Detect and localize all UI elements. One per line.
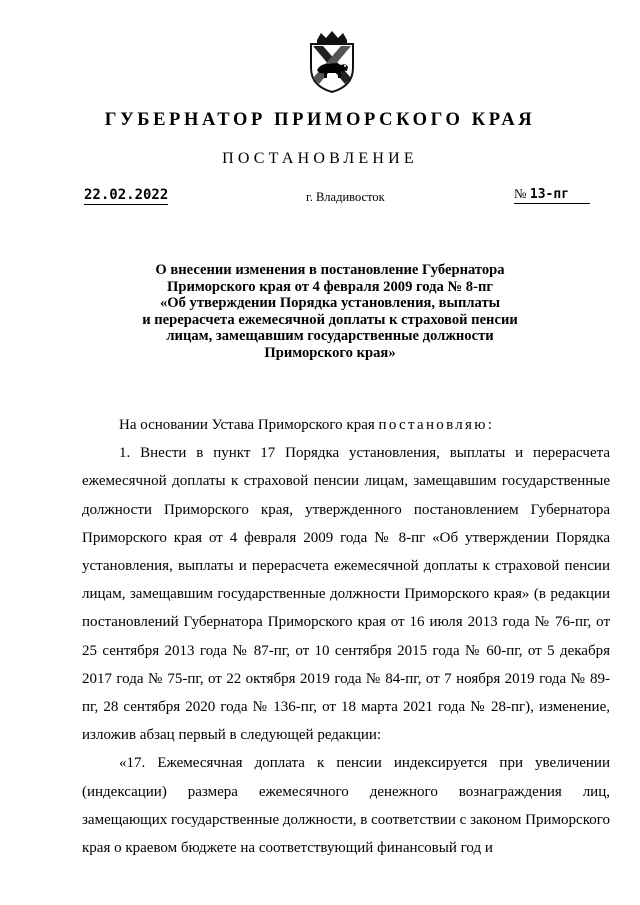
title-line: Приморского края» — [264, 344, 396, 361]
title-line: О внесении изменения в постановление Губернатора — [155, 262, 505, 278]
number-value: 13-пг — [529, 187, 570, 202]
document-date: 22.02.2022 — [84, 187, 169, 203]
preamble-paragraph — [82, 411, 610, 439]
title-line: и перерасчета ежемесячной доплаты к страховой пенсии — [142, 311, 518, 328]
title-line: лицам, замещавшим государственные должности — [166, 328, 494, 345]
preamble-text: На основании Устава Приморского края — [119, 417, 379, 433]
document-number — [514, 186, 590, 204]
preamble-verb: постановляю: — [378, 417, 495, 433]
document-city: г. Владивосток — [306, 190, 385, 204]
title-line: «Об утверждении Порядка установления, выплаты — [159, 295, 501, 312]
document-body — [82, 411, 610, 862]
paragraph-1: 1. Внести в пункт 17 Порядка установления, выплаты и перерасчета ежемесячной доплаты к страховой пенсии лицам, замещавшим государственные должности Приморского края, утвержденного постановлением Губернатора Приморского края от 4 февраля 2009 года № 8-пг «Об утверждении Порядка установления, выплаты и перерасчета ежемесячной доплаты к страховой пенсии лицам, замещавшим государственные должности Приморского края» (в редакции постановлений Губернатора Приморского края от 16 июля 2013 года № 76-пг, от 25 сентября 2013 года № 87-пг, от 10 сентября 2015 года № 60-пг, от 5 декабря 2017 года № 75-пг, от 22 октября 2019 года № 84-пг, от 7 ноября 2019 года № 89-пг, 28 сентября 2020 года № 136-пг, от 18 марта 2021 года № 28-пг), изменение, изложив абзац первый в следующей редакции: — [82, 445, 610, 744]
document-title — [100, 262, 560, 362]
coat-of-arms-icon — [303, 30, 361, 94]
issuing-authority: ГУБЕРНАТОР ПРИМОРСКОГО КРАЯ — [104, 110, 536, 130]
title-line: Приморского края от 4 февраля 2009 года № 8-пг — [166, 278, 493, 295]
paragraph-2: «17. Ежемесячная доплата к пенсии индексируется при увеличении (индексации) размера ежемесячного денежного вознаграждения лиц, замещающих государственные должности, в соответствии с законом Приморского края о краевом бюджете на соответствующий финансовый год и — [82, 755, 610, 857]
document-type: ПОСТАНОВЛЕНИЕ — [222, 150, 418, 167]
number-sign: № — [514, 186, 527, 201]
